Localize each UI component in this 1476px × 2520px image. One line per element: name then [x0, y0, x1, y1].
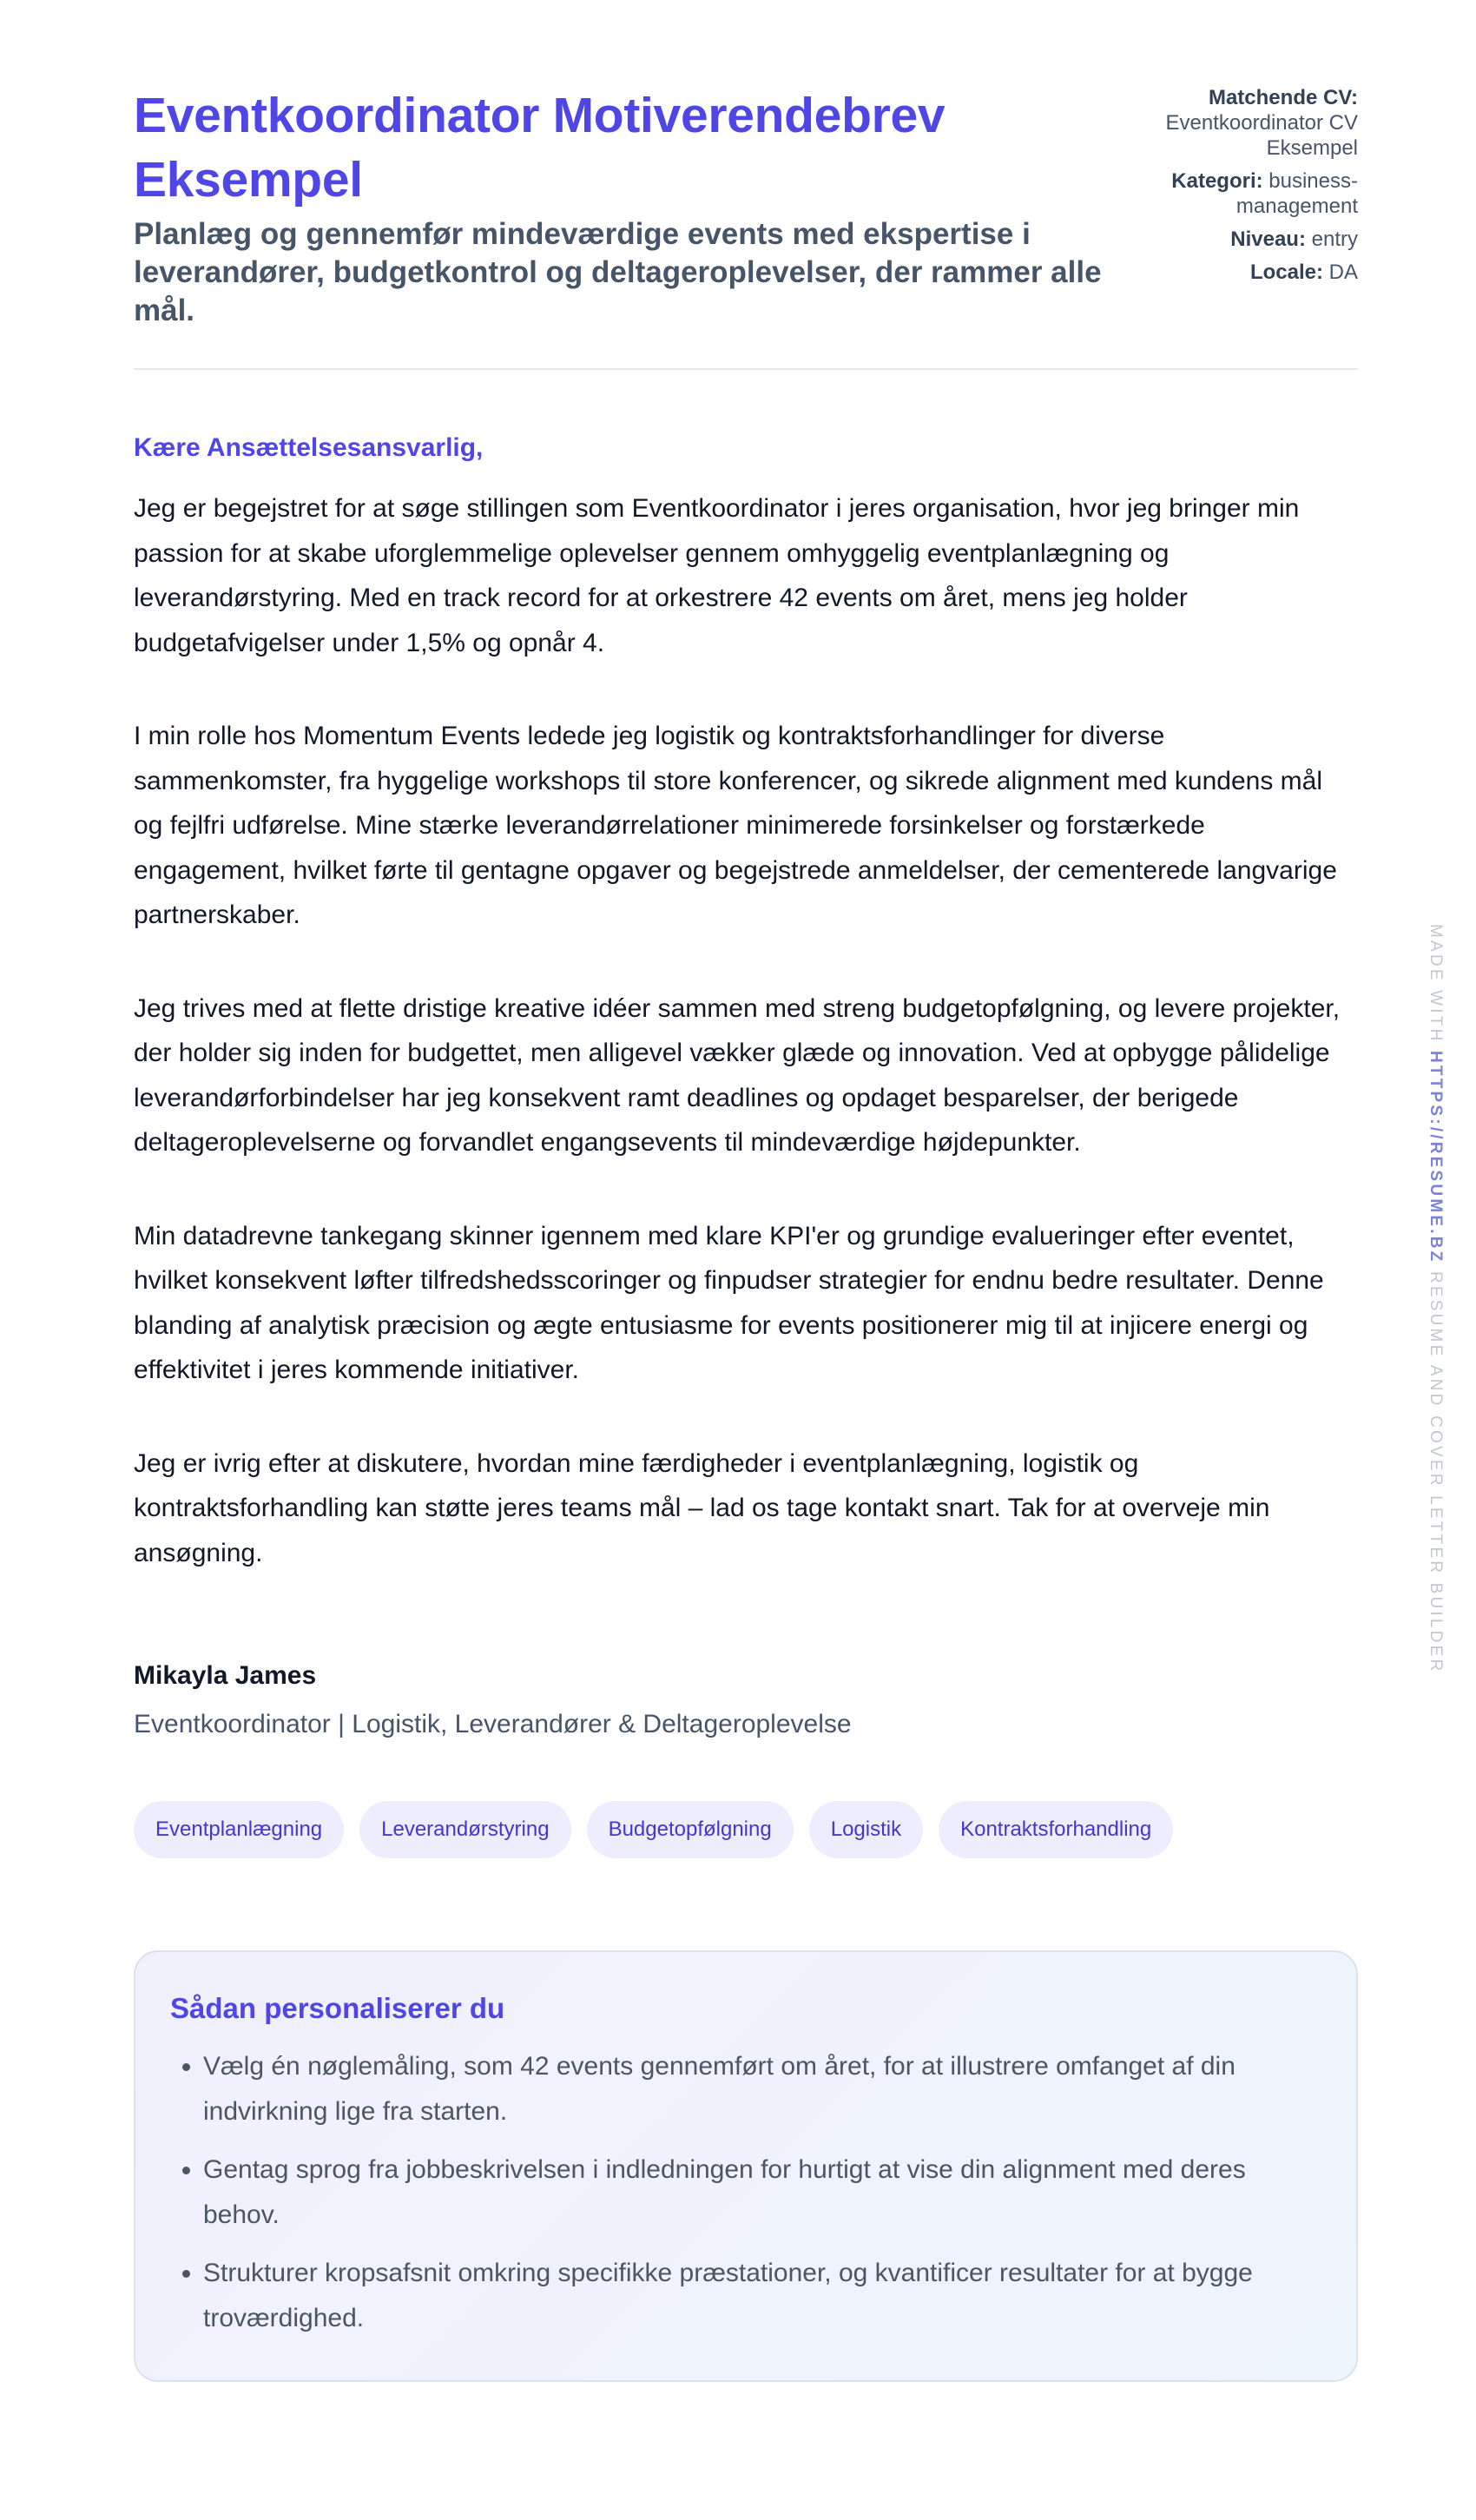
skill-tag[interactable]: Eventplanlægning [134, 1801, 344, 1858]
personalization-tips-box [134, 1950, 1358, 2382]
page-subtitle: Planlæg og gennemfør mindeværdige events med ekspertise i leverandører, budgetkontrol og deltageroplevelser, der rammer alle mål. [134, 217, 1102, 327]
signature-title: Eventkoordinator | Logistik, Leverandører & Deltageroplevelse [134, 1710, 852, 1738]
made-with-label: MADE WITH [1427, 924, 1445, 1044]
page-header [134, 83, 1358, 330]
made-with-watermark [1426, 924, 1445, 1673]
meta-locale-label: Locale: [1249, 261, 1323, 284]
meta-locale-value: DA [1328, 261, 1358, 284]
meta-category [1150, 168, 1358, 219]
skill-tag[interactable]: Kontraktsforhandling [939, 1801, 1173, 1858]
meta-cv [1150, 85, 1358, 161]
meta-category-value: business-management [1235, 169, 1358, 218]
tips-title: Sådan personaliserer du [170, 1992, 505, 2024]
meta-panel [1150, 83, 1358, 293]
tips-list [170, 2044, 1321, 2340]
header-titles [134, 83, 1115, 330]
meta-level-label: Niveau: [1230, 228, 1306, 251]
letter-paragraph: Jeg er begejstret for at søge stillingen som Eventkoordinator i jeres organisation, hvor jeg bringer min passion for at skabe uforglemmelige oplevelser gennem omhyggelig eventplanlægning og leverandørstyring. Med en track record for at orkestrere 42 events om året, mens jeg holder budgetafvigelser under 1,5% og opnår 4. [134, 494, 1300, 657]
letter-paragraph: I min rolle hos Momentum Events ledede jeg logistik og kontraktsforhandlinger for diverse sammenkomster, fra hyggelige workshops til store konferencer, og sikrede alignment med kundens mål og fejlfri udførelse. Mine stærke leverandørrelationer minimerede forsinkelser og forstærkede engagement, hvilket førte til gentagne opgaver og begejstrede anmeldelser, der cementerede langvarige partnerskaber. [134, 722, 1337, 929]
skill-tag[interactable]: Leverandørstyring [359, 1801, 570, 1858]
meta-cv-label: Matchende CV: [1208, 86, 1358, 109]
letter-salutation: Kære Ansættelsesansvarlig, [134, 433, 484, 462]
header-divider [134, 368, 1358, 370]
page-title: Eventkoordinator Motiverendebrev Eksempel [134, 88, 946, 208]
skill-tag[interactable]: Budgetopfølgning [587, 1801, 794, 1858]
meta-level [1150, 227, 1358, 252]
meta-level-value: entry [1311, 228, 1358, 251]
letter-paragraph: Jeg er ivrig efter at diskutere, hvordan mine færdigheder i eventplanlægning, logistik og kontraktsforhandling kan støtte jeres teams mål – lad os tage kontakt snart. Tak for at overveje min ansøgning. [134, 1448, 1270, 1567]
letter-paragraph: Min datadrevne tankegang skinner igennem med klare KPI'er og grundige evalueringer efter eventet, hvilket konsekvent løfter tilfredshedsscoringer og finpudser strategier for endnu bedre resultater. Denne blanding af analytisk præcision og ægte entusiasme for events positionerer mig til at injicere energi og effektivitet i jeres kommende initiativer. [134, 1221, 1324, 1384]
skill-tags [134, 1801, 1358, 1858]
cover-letter-page [134, 83, 1358, 2382]
builder-tagline: RESUME AND COVER LETTER BUILDER [1427, 1270, 1445, 1674]
tips-list-item: • Gentag sprog fra jobbeskrivelsen i indledningen for hurtigt at vise din alignment med deres behov. [203, 2147, 1321, 2237]
meta-cv-value[interactable]: Eventkoordinator CV Eksempel [1165, 111, 1358, 160]
signature-name: Mikayla James [134, 1661, 317, 1690]
meta-category-label: Kategori: [1171, 169, 1263, 193]
resume-bz-link[interactable]: HTTPS://RESUME.BZ [1427, 1051, 1445, 1264]
meta-locale [1150, 260, 1358, 285]
tips-list-item: • Strukturer kropsafsnit omkring specifikke præstationer, og kvantificer resultater for at bygge troværdighed. [203, 2251, 1321, 2340]
letter-paragraph: Jeg trives med at flette dristige kreative idéer sammen med streng budgetopfølgning, og levere projekter, der holder sig inden for budgettet, men alligevel vækker glæde og innovation. Ved at opbygge pålidelige leverandørforbindelser har jeg konsekvent ramt deadlines og opdaget besparelser, der berigede deltageroplevelserne og forvandlet engangsevents til mindeværdige højdepunkter. [134, 993, 1341, 1157]
tips-list-item: • Vælg én nøglemåling, som 42 events gennemført om året, for at illustrere omfanget af din indvirkning lige fra starten. [203, 2044, 1321, 2134]
skill-tag[interactable]: Logistik [809, 1801, 923, 1858]
